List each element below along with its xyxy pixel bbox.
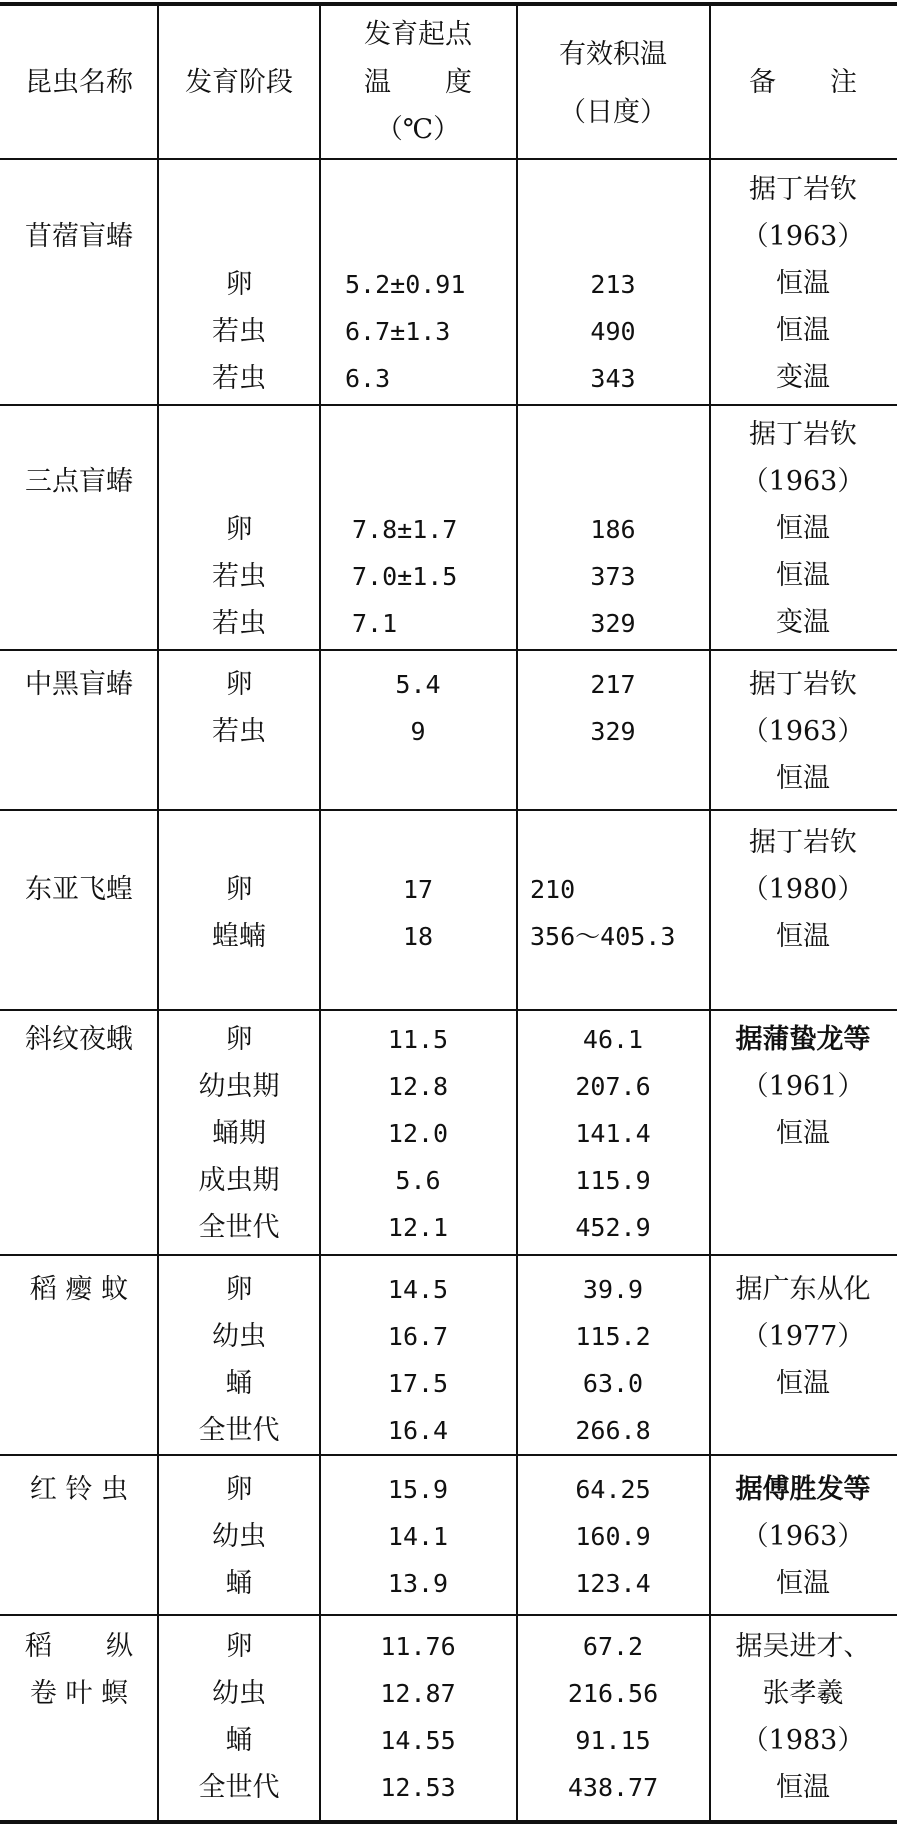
threshold-cell: 14.55 bbox=[380, 1726, 456, 1755]
heat-cell: 141.4 bbox=[575, 1119, 651, 1148]
threshold-cell: 16.7 bbox=[387, 1322, 449, 1351]
header-heat-line1: 有效积温 bbox=[559, 39, 667, 70]
header-threshold-line1: 发育起点 bbox=[364, 19, 472, 50]
insect-name: 斜纹夜蛾 bbox=[25, 1024, 133, 1055]
threshold-cell: 15.9 bbox=[387, 1475, 449, 1504]
heat-cell: 329 bbox=[590, 717, 636, 746]
heat-cell: 210 bbox=[530, 875, 576, 904]
note-cell: 张孝羲 bbox=[762, 1678, 844, 1709]
stage-cell: 蛹 bbox=[225, 1568, 253, 1599]
stage-cell: 若虫 bbox=[212, 363, 266, 394]
heat-cell: 356～405.3 bbox=[530, 922, 676, 951]
threshold-cell: 5.2±0.91 bbox=[345, 270, 466, 299]
threshold-cell: 17 bbox=[402, 875, 434, 904]
note-cell: 据丁岩钦 bbox=[749, 669, 857, 700]
threshold-cell: 9 bbox=[410, 717, 426, 746]
table-top-rule bbox=[0, 2, 897, 6]
column-rule bbox=[709, 4, 711, 1822]
threshold-cell: 6.7±1.3 bbox=[345, 317, 451, 346]
heat-cell: 67.2 bbox=[582, 1632, 644, 1661]
group-rule bbox=[0, 404, 897, 406]
group-rule bbox=[0, 1009, 897, 1011]
heat-cell: 266.8 bbox=[575, 1416, 651, 1445]
threshold-cell: 12.8 bbox=[387, 1072, 449, 1101]
note-cell: （1977） bbox=[741, 1321, 865, 1352]
stage-cell: 全世代 bbox=[198, 1212, 280, 1243]
header-heat-line2: （日度） bbox=[559, 97, 667, 128]
heat-cell: 213 bbox=[590, 270, 636, 299]
insect-name: 东亚飞蝗 bbox=[25, 874, 133, 905]
stage-cell: 成虫期 bbox=[198, 1165, 280, 1196]
heat-cell: 329 bbox=[590, 609, 636, 638]
threshold-cell: 16.4 bbox=[387, 1416, 449, 1445]
heat-cell: 39.9 bbox=[582, 1275, 644, 1304]
threshold-cell: 5.4 bbox=[395, 670, 441, 699]
stage-cell: 全世代 bbox=[198, 1772, 280, 1803]
threshold-cell: 13.9 bbox=[387, 1569, 449, 1598]
note-cell: （1980） bbox=[741, 874, 865, 905]
column-rule bbox=[516, 4, 518, 1822]
note-cell: （1963） bbox=[741, 716, 865, 747]
insect-name: 稻 瘿 蚊 bbox=[29, 1274, 129, 1305]
heat-cell: 490 bbox=[590, 317, 636, 346]
note-cell: （1963） bbox=[741, 1521, 865, 1552]
threshold-cell: 7.1 bbox=[352, 609, 398, 638]
threshold-cell: 17.5 bbox=[387, 1369, 449, 1398]
threshold-cell: 12.53 bbox=[380, 1773, 456, 1802]
note-cell: 据蒲蛰龙等 bbox=[735, 1024, 871, 1055]
note-cell: 恒温 bbox=[776, 1772, 830, 1803]
threshold-cell: 12.0 bbox=[387, 1119, 449, 1148]
stage-cell: 幼虫期 bbox=[198, 1071, 280, 1102]
heat-cell: 160.9 bbox=[575, 1522, 651, 1551]
note-cell: 恒温 bbox=[776, 1118, 830, 1149]
threshold-cell: 6.3 bbox=[345, 364, 391, 393]
heat-cell: 343 bbox=[590, 364, 636, 393]
header-note: 备 注 bbox=[749, 67, 857, 98]
heat-cell: 46.1 bbox=[582, 1025, 644, 1054]
threshold-cell: 12.87 bbox=[380, 1679, 456, 1708]
stage-cell: 若虫 bbox=[212, 316, 266, 347]
group-rule bbox=[0, 1454, 897, 1456]
stage-cell: 全世代 bbox=[198, 1415, 280, 1446]
note-cell: 恒温 bbox=[776, 763, 830, 794]
table-bottom-rule bbox=[0, 1820, 897, 1824]
stage-cell: 若虫 bbox=[212, 608, 266, 639]
threshold-cell: 18 bbox=[402, 922, 434, 951]
stage-cell: 幼虫 bbox=[212, 1678, 266, 1709]
column-rule bbox=[319, 4, 321, 1822]
threshold-cell: 14.5 bbox=[387, 1275, 449, 1304]
stage-cell: 幼虫 bbox=[212, 1321, 266, 1352]
threshold-cell: 7.8±1.7 bbox=[352, 515, 458, 544]
stage-cell: 卵 bbox=[225, 514, 253, 545]
stage-cell: 卵 bbox=[225, 1274, 253, 1305]
note-cell: 据傅胜发等 bbox=[735, 1474, 871, 1505]
note-cell: 据丁岩钦 bbox=[749, 419, 857, 450]
stage-cell: 若虫 bbox=[212, 561, 266, 592]
stage-cell: 蛹 bbox=[225, 1725, 253, 1756]
stage-cell: 卵 bbox=[225, 269, 253, 300]
insect-name: 稻 纵 bbox=[25, 1631, 133, 1662]
heat-cell: 63.0 bbox=[582, 1369, 644, 1398]
stage-cell: 蛹 bbox=[225, 1368, 253, 1399]
note-cell: 恒温 bbox=[776, 315, 830, 346]
stage-cell: 卵 bbox=[225, 669, 253, 700]
header-threshold-line3: （℃） bbox=[375, 114, 461, 145]
heat-cell: 207.6 bbox=[575, 1072, 651, 1101]
group-rule bbox=[0, 1254, 897, 1256]
note-cell: 恒温 bbox=[776, 921, 830, 952]
heat-cell: 123.4 bbox=[575, 1569, 651, 1598]
note-cell: 变温 bbox=[776, 362, 830, 393]
stage-cell: 卵 bbox=[225, 874, 253, 905]
stage-cell: 若虫 bbox=[212, 716, 266, 747]
insect-name: 卷 叶 螟 bbox=[29, 1678, 129, 1709]
insect-name: 三点盲蝽 bbox=[25, 466, 133, 497]
threshold-cell: 7.0±1.5 bbox=[352, 562, 458, 591]
group-rule bbox=[0, 649, 897, 651]
insect-name: 中黑盲蝽 bbox=[25, 669, 133, 700]
note-cell: （1963） bbox=[741, 466, 865, 497]
insect-name: 苜蓿盲蝽 bbox=[25, 221, 133, 252]
stage-cell: 卵 bbox=[225, 1024, 253, 1055]
threshold-cell: 14.1 bbox=[387, 1522, 449, 1551]
header-insect-name: 昆虫名称 bbox=[25, 67, 133, 98]
stage-cell: 蝗蝻 bbox=[212, 921, 266, 952]
note-cell: 恒温 bbox=[776, 513, 830, 544]
note-cell: 据丁岩钦 bbox=[749, 174, 857, 205]
stage-cell: 卵 bbox=[225, 1474, 253, 1505]
note-cell: 据丁岩钦 bbox=[749, 827, 857, 858]
insect-name: 红 铃 虫 bbox=[29, 1474, 129, 1505]
group-rule bbox=[0, 809, 897, 811]
heat-cell: 115.2 bbox=[575, 1322, 651, 1351]
threshold-cell: 12.1 bbox=[387, 1213, 449, 1242]
heat-cell: 91.15 bbox=[575, 1726, 651, 1755]
group-rule bbox=[0, 1614, 897, 1616]
heat-cell: 217 bbox=[590, 670, 636, 699]
note-cell: （1961） bbox=[741, 1071, 865, 1102]
stage-cell: 幼虫 bbox=[212, 1521, 266, 1552]
header-threshold-line2: 温 度 bbox=[364, 67, 472, 98]
heat-cell: 452.9 bbox=[575, 1213, 651, 1242]
column-rule bbox=[157, 4, 159, 1822]
header-stage: 发育阶段 bbox=[185, 67, 293, 98]
note-cell: （1963） bbox=[741, 221, 865, 252]
heat-cell: 64.25 bbox=[575, 1475, 651, 1504]
header-rule bbox=[0, 158, 897, 160]
note-cell: 恒温 bbox=[776, 1368, 830, 1399]
note-cell: 恒温 bbox=[776, 268, 830, 299]
threshold-cell: 11.76 bbox=[380, 1632, 456, 1661]
heat-cell: 373 bbox=[590, 562, 636, 591]
stage-cell: 卵 bbox=[225, 1631, 253, 1662]
note-cell: 恒温 bbox=[776, 560, 830, 591]
note-cell: （1983） bbox=[741, 1725, 865, 1756]
threshold-cell: 11.5 bbox=[387, 1025, 449, 1054]
note-cell: 据广东从化 bbox=[735, 1274, 871, 1305]
note-cell: 恒温 bbox=[776, 1568, 830, 1599]
heat-cell: 216.56 bbox=[567, 1679, 659, 1708]
heat-cell: 438.77 bbox=[567, 1773, 659, 1802]
note-cell: 据吴进才、 bbox=[735, 1631, 871, 1662]
threshold-cell: 5.6 bbox=[395, 1166, 441, 1195]
heat-cell: 115.9 bbox=[575, 1166, 651, 1195]
note-cell: 变温 bbox=[776, 607, 830, 638]
heat-cell: 186 bbox=[590, 515, 636, 544]
stage-cell: 蛹期 bbox=[212, 1118, 266, 1149]
